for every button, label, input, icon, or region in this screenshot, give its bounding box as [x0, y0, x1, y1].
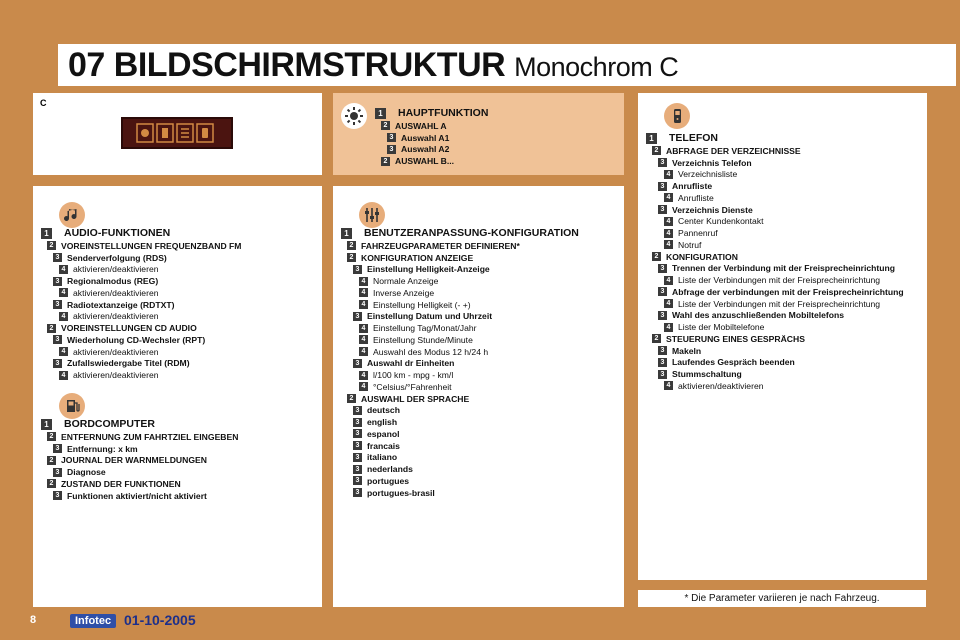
- level-badge: 2: [381, 121, 390, 130]
- level-badge: 3: [658, 311, 667, 320]
- tree-item-level-3: [41, 358, 241, 370]
- level-badge: 3: [387, 133, 396, 142]
- tree-item-label: aktivieren/deaktivieren: [73, 346, 159, 357]
- level-badge: 3: [658, 182, 667, 191]
- tree-item-label: francais: [367, 440, 400, 451]
- tree-item-label: Einstellung Stunde/Minute: [373, 334, 473, 345]
- level-badge: 4: [359, 347, 368, 356]
- tree-item-level-3: [41, 275, 241, 287]
- page-title-subtitle: Monochrom C: [514, 52, 679, 82]
- level-badge: 3: [658, 358, 667, 367]
- level-badge: 4: [359, 324, 368, 333]
- tree-item-label: Pannenruf: [678, 228, 718, 239]
- tree-item-label: Liste der Verbindungen mit der Freisprecheinrichtung: [678, 275, 881, 286]
- tree-item-label: Liste der Mobiltelefone: [678, 322, 765, 333]
- tree-item-level-1: [41, 417, 238, 431]
- level-badge: 4: [59, 288, 68, 297]
- level-badge: 4: [664, 299, 673, 308]
- level-badge: 2: [347, 241, 356, 250]
- tree-item-level-3: [341, 487, 579, 499]
- level-badge: 2: [47, 456, 56, 465]
- level-badge: 2: [47, 324, 56, 333]
- board-computer-panel: [33, 385, 322, 607]
- level-badge: 4: [664, 170, 673, 179]
- tree-item-level-4: [646, 274, 904, 286]
- tree-item-level-3: [41, 299, 241, 311]
- tree-item-level-4: [646, 169, 904, 181]
- tree-item-label: portugues-brasil: [367, 487, 435, 498]
- tree-item-label: AUDIO-FUNKTIONEN: [64, 227, 171, 239]
- level-badge: 3: [353, 312, 362, 321]
- tree-item-label: Zufallswiedergabe Titel (RDM): [67, 358, 190, 369]
- tree-item-level-2: [646, 145, 904, 157]
- tree-item-label: Entfernung: x km: [67, 443, 138, 454]
- tree-item-level-4: [646, 380, 904, 392]
- tree-item-label: Regionalmodus (REG): [67, 276, 159, 287]
- tree-item-level-2: [341, 393, 579, 405]
- tree-item-level-3: [646, 345, 904, 357]
- tree-item-label: TELEFON: [669, 132, 718, 144]
- level-badge: 2: [652, 334, 661, 343]
- tree-item-level-3: [646, 310, 904, 322]
- level-badge: 4: [664, 193, 673, 202]
- tree-item-level-4: [646, 216, 904, 228]
- level-badge: 3: [53, 277, 62, 286]
- tree-item-level-3: [341, 264, 579, 276]
- tree-item-label: Einstellung Tag/Monat/Jahr: [373, 323, 477, 334]
- level-badge: 2: [47, 432, 56, 441]
- level-badge: 3: [353, 453, 362, 462]
- tree-item-level-4: [41, 264, 241, 276]
- tree-item-label: ENTFERNUNG ZUM FAHRTZIEL EINGEBEN: [61, 431, 239, 442]
- tree-item-level-3: [341, 311, 579, 323]
- level-badge: 2: [47, 479, 56, 488]
- tree-item-level-3: [341, 428, 579, 440]
- tree-item-label: Funktionen aktiviert/nicht aktiviert: [67, 490, 207, 501]
- sliders-icon: [359, 202, 385, 228]
- page-title-main: 07 BILDSCHIRMSTRUKTUR: [68, 46, 506, 84]
- level-badge: 3: [53, 359, 62, 368]
- tree-item-label: nederlands: [367, 464, 413, 475]
- level-badge: 2: [652, 252, 661, 261]
- level-badge: 4: [664, 323, 673, 332]
- tree-item-label: english: [367, 417, 398, 428]
- tree-item-level-2: [646, 251, 904, 263]
- tree-item-level-3: [646, 180, 904, 192]
- tree-item-level-2: [41, 478, 238, 490]
- level-badge: 3: [353, 406, 362, 415]
- level-badge: 2: [47, 241, 56, 250]
- sun-gear-icon: [341, 103, 367, 129]
- tree-item-label: °Celsius/°Fahrenheit: [373, 381, 452, 392]
- tree-item-level-3: [41, 490, 238, 502]
- tree-item-level-3: [646, 263, 904, 275]
- tree-item-label: ABFRAGE DER VERZEICHNISSE: [666, 145, 801, 156]
- level-badge: 3: [53, 444, 62, 453]
- tree-item-level-4: [341, 381, 579, 393]
- level-badge: 3: [353, 418, 362, 427]
- tree-item-level-3: [341, 475, 579, 487]
- tree-item-level-4: [646, 239, 904, 251]
- tree-item-level-1: [375, 106, 488, 120]
- tree-item-label: Einstellung Helligkeit (- +): [373, 299, 471, 310]
- page-title: [68, 46, 678, 85]
- level-badge: 3: [53, 468, 62, 477]
- tree-item-label: KONFIGURATION ANZEIGE: [361, 252, 474, 263]
- tree-item-label: Verzeichnisliste: [678, 169, 738, 180]
- level-badge: 4: [359, 300, 368, 309]
- tree-item-label: HAUPTFUNKTION: [398, 107, 489, 119]
- level-badge: 4: [59, 265, 68, 274]
- tree-item-label: Einstellung Datum und Uhrzeit: [367, 311, 493, 322]
- configuration-panel: [333, 186, 624, 607]
- audio-panel: [33, 186, 322, 392]
- tree-item-level-4: [341, 334, 579, 346]
- level-badge: 1: [41, 228, 52, 239]
- tree-item-label: Wiederholung CD-Wechsler (RPT): [67, 334, 206, 345]
- tree-item-label: Center Kundenkontakt: [678, 216, 764, 227]
- tree-item-label: Normale Anzeige: [373, 276, 439, 287]
- level-badge: 3: [353, 465, 362, 474]
- tree-item-level-2: [341, 252, 579, 264]
- level-badge: 4: [59, 347, 68, 356]
- tree-item-level-4: [646, 227, 904, 239]
- level-badge: 3: [53, 335, 62, 344]
- level-badge: 3: [353, 359, 362, 368]
- tree-item-label: Anrufliste: [672, 181, 713, 192]
- tree-item-level-4: [646, 298, 904, 310]
- level-badge: 3: [658, 158, 667, 167]
- tree-item-level-2: [341, 240, 579, 252]
- tree-item-label: espanol: [367, 428, 400, 439]
- tree-item-label: FAHRZEUGPARAMETER DEFINIEREN*: [361, 240, 520, 251]
- mobile-phone-icon: [664, 103, 690, 129]
- tree-item-level-2: [41, 240, 241, 252]
- level-badge: 3: [387, 145, 396, 154]
- tree-item-label: ZUSTAND DER FUNKTIONEN: [61, 478, 181, 489]
- level-badge: 1: [646, 133, 657, 144]
- tree-item-label: Senderverfolgung (RDS): [67, 252, 167, 263]
- tree-item-label: Inverse Anzeige: [373, 287, 435, 298]
- level-badge: 2: [381, 157, 390, 166]
- tree-item-level-2: [375, 155, 488, 167]
- level-badge: 3: [353, 265, 362, 274]
- screen-label: C: [40, 98, 47, 108]
- tree-item-label: VOREINSTELLUNGEN FREQUENZBAND FM: [61, 240, 242, 251]
- tree-item-label: Auswahl A2: [401, 144, 450, 155]
- tree-item-label: JOURNAL DER WARNMELDUNGEN: [61, 455, 207, 466]
- tree-item-level-4: [341, 299, 579, 311]
- tree-item-label: Notruf: [678, 239, 702, 250]
- tree-item-label: Radiotextanzeige (RDTXT): [67, 299, 175, 310]
- tree-item-level-3: [341, 358, 579, 370]
- tree-item-level-4: [341, 287, 579, 299]
- level-badge: 4: [664, 381, 673, 390]
- tree-item-label: BENUTZERANPASSUNG-KONFIGURATION: [364, 227, 579, 239]
- tree-item-level-3: [41, 252, 241, 264]
- tree-item-level-3: [646, 157, 904, 169]
- board-computer-tree: [41, 417, 238, 502]
- level-badge: 3: [353, 441, 362, 450]
- tree-item-label: Einstellung Helligkeit-Anzeige: [367, 264, 490, 275]
- tree-item-label: aktivieren/deaktivieren: [73, 370, 159, 381]
- tree-item-label: italiano: [367, 452, 398, 463]
- level-badge: 3: [353, 429, 362, 438]
- tree-item-label: portugues: [367, 475, 410, 486]
- level-badge: 1: [341, 228, 352, 239]
- tree-item-label: VOREINSTELLUNGEN CD AUDIO: [61, 323, 197, 334]
- level-badge: 3: [53, 300, 62, 309]
- tree-item-level-2: [41, 455, 238, 467]
- level-badge: 3: [353, 476, 362, 485]
- level-badge: 4: [664, 217, 673, 226]
- tree-item-label: AUSWAHL DER SPRACHE: [361, 393, 470, 404]
- level-badge: 4: [359, 382, 368, 391]
- tree-item-label: Auswahl dr Einheiten: [367, 358, 455, 369]
- screen-panel: [33, 93, 322, 175]
- level-badge: 2: [347, 394, 356, 403]
- tree-item-level-3: [646, 368, 904, 380]
- level-badge: 4: [59, 371, 68, 380]
- tree-item-label: l/100 km - mpg - km/l: [373, 370, 454, 381]
- tree-item-level-3: [41, 466, 238, 478]
- tree-item-level-4: [341, 322, 579, 334]
- tree-item-label: aktivieren/deaktivieren: [73, 264, 159, 275]
- main-function-panel: [333, 93, 624, 175]
- tree-item-label: Auswahl des Modus 12 h/24 h: [373, 346, 489, 357]
- level-badge: 4: [359, 288, 368, 297]
- tree-item-level-1: [646, 131, 904, 145]
- tree-item-label: KONFIGURATION: [666, 251, 738, 262]
- tree-item-label: Trennen der Verbindung mit der Freisprecheinrichtung: [672, 263, 895, 274]
- tree-item-label: Auswahl A1: [401, 132, 450, 143]
- tree-item-level-4: [646, 192, 904, 204]
- telephone-panel: [638, 93, 927, 580]
- tree-item-label: aktivieren/deaktivieren: [73, 287, 159, 298]
- tree-item-level-1: [41, 226, 241, 240]
- level-badge: 4: [664, 240, 673, 249]
- level-badge: 3: [658, 264, 667, 273]
- tree-item-label: Laufendes Gespräch beenden: [672, 357, 795, 368]
- level-badge: 1: [375, 108, 386, 119]
- tree-item-level-3: [41, 443, 238, 455]
- footnote: * Die Parameter variieren je nach Fahrzeug.: [638, 590, 926, 607]
- tree-item-level-4: [41, 287, 241, 299]
- tree-item-level-4: [646, 321, 904, 333]
- level-badge: 3: [658, 287, 667, 296]
- title-bar: [58, 44, 956, 86]
- tree-item-level-3: [341, 416, 579, 428]
- tree-item-label: BORDCOMPUTER: [64, 418, 155, 430]
- tree-item-level-4: [41, 369, 241, 381]
- level-badge: 3: [658, 370, 667, 379]
- tree-item-level-3: [341, 405, 579, 417]
- tree-item-label: Wahl des anzuschließenden Mobiltelefons: [672, 310, 845, 321]
- music-note-icon: [59, 202, 85, 228]
- level-badge: 3: [658, 205, 667, 214]
- tree-item-label: aktivieren/deaktivieren: [678, 380, 764, 391]
- tree-item-level-4: [41, 346, 241, 358]
- display-icons: [123, 119, 231, 147]
- level-badge: 3: [658, 346, 667, 355]
- level-badge: 4: [59, 312, 68, 321]
- tree-item-level-2: [375, 120, 488, 132]
- fuel-pump-icon: [59, 393, 85, 419]
- tree-item-label: Abfrage der verbindungen mit der Freisprecheinrichtung: [672, 286, 904, 297]
- level-badge: 2: [347, 253, 356, 262]
- configuration-tree: [341, 226, 579, 499]
- audio-function-tree: [41, 226, 241, 381]
- tree-item-level-2: [41, 322, 241, 334]
- level-badge: 3: [53, 253, 62, 262]
- tree-item-level-4: [41, 311, 241, 323]
- tree-item-label: AUSWAHL B...: [395, 156, 455, 167]
- tree-item-level-2: [41, 431, 238, 443]
- tree-item-level-3: [341, 440, 579, 452]
- level-badge: 3: [53, 491, 62, 500]
- page-number: 8: [30, 614, 37, 626]
- tree-item-label: AUSWAHL A: [395, 120, 447, 131]
- tree-item-level-3: [375, 144, 488, 156]
- tree-item-level-4: [341, 275, 579, 287]
- edition-date: 01-10-2005: [124, 612, 196, 628]
- tree-item-level-3: [646, 357, 904, 369]
- level-badge: 4: [664, 229, 673, 238]
- tree-item-level-2: [646, 333, 904, 345]
- display-screen: [121, 117, 233, 149]
- tree-item-level-4: [341, 346, 579, 358]
- level-badge: 2: [652, 146, 661, 155]
- level-badge: 4: [359, 335, 368, 344]
- tree-item-label: aktivieren/deaktivieren: [73, 311, 159, 322]
- tree-item-label: Verzeichnis Dienste: [672, 204, 753, 215]
- tree-item-level-3: [41, 334, 241, 346]
- tree-item-label: STEUERUNG EINES GESPRÄCHS: [666, 333, 805, 344]
- tree-item-label: Liste der Verbindungen mit der Freisprecheinrichtung: [678, 298, 881, 309]
- tree-item-level-3: [375, 132, 488, 144]
- tree-item-label: Diagnose: [67, 467, 106, 478]
- level-badge: 4: [359, 277, 368, 286]
- tree-item-level-3: [646, 286, 904, 298]
- level-badge: 4: [359, 371, 368, 380]
- tree-item-label: Makeln: [672, 345, 702, 356]
- tree-item-label: Anrufliste: [678, 192, 714, 203]
- level-badge: 1: [41, 419, 52, 430]
- tree-item-level-1: [341, 226, 579, 240]
- main-function-tree: [375, 106, 488, 167]
- level-badge: 3: [353, 488, 362, 497]
- tree-item-level-3: [341, 452, 579, 464]
- tree-item-level-4: [341, 369, 579, 381]
- tree-item-level-3: [341, 463, 579, 475]
- tree-item-level-3: [646, 204, 904, 216]
- tree-item-label: Verzeichnis Telefon: [672, 157, 752, 168]
- brand-logo: Infotec: [70, 614, 116, 628]
- tree-item-label: deutsch: [367, 405, 400, 416]
- level-badge: 4: [664, 276, 673, 285]
- tree-item-label: Stummschaltung: [672, 369, 742, 380]
- telephone-tree: [646, 131, 904, 392]
